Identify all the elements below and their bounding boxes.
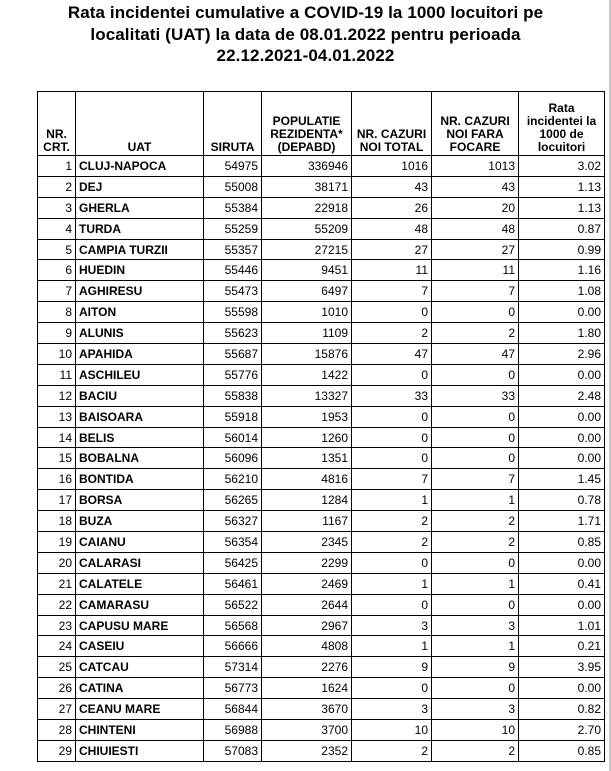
cell-siruta: 55918: [204, 406, 262, 427]
cell-cazuri-fara-focare: 47: [432, 344, 519, 365]
cell-nr-crt: 2: [38, 176, 76, 197]
cell-nr-crt: 12: [38, 385, 76, 406]
table-row: [38, 385, 605, 406]
cell-rata: 1.01: [519, 615, 605, 636]
table-row: [38, 364, 605, 385]
header-cazuri-fara-focare: NR. CAZURI NOI FARA FOCARE: [432, 92, 519, 156]
cell-populatie: 4808: [262, 636, 352, 657]
title-line-3: 22.12.2021-04.01.2022: [216, 46, 395, 65]
cell-rata: 0.00: [519, 594, 605, 615]
cell-cazuri-fara-focare: 48: [432, 218, 519, 239]
header-populatie: POPULATIE REZIDENTA* (DEPABD): [262, 92, 352, 156]
cell-uat: CASEIU: [76, 636, 204, 657]
cell-cazuri-fara-focare: 1013: [432, 156, 519, 177]
cell-cazuri-fara-focare: 0: [432, 552, 519, 573]
cell-cazuri-fara-focare: 3: [432, 615, 519, 636]
cell-cazuri-total: 0: [352, 594, 432, 615]
cell-cazuri-fara-focare: 43: [432, 176, 519, 197]
cell-populatie: 15876: [262, 344, 352, 365]
cell-uat: ALUNIS: [76, 323, 204, 344]
cell-cazuri-fara-focare: 33: [432, 385, 519, 406]
cell-cazuri-total: 7: [352, 281, 432, 302]
incidence-table: [37, 91, 605, 762]
cell-rata: 2.48: [519, 385, 605, 406]
cell-populatie: 2352: [262, 740, 352, 761]
cell-cazuri-total: 2: [352, 511, 432, 532]
cell-cazuri-total: 0: [352, 552, 432, 573]
cell-populatie: 3670: [262, 699, 352, 720]
cell-populatie: 1109: [262, 323, 352, 344]
cell-populatie: 4816: [262, 469, 352, 490]
cell-rata: 0.00: [519, 448, 605, 469]
cell-rata: 1.13: [519, 176, 605, 197]
cell-uat: CHINTENI: [76, 720, 204, 741]
cell-nr-crt: 10: [38, 344, 76, 365]
cell-nr-crt: 20: [38, 552, 76, 573]
cell-siruta: 56327: [204, 511, 262, 532]
cell-rata: 3.95: [519, 657, 605, 678]
cell-uat: AITON: [76, 302, 204, 323]
cell-cazuri-fara-focare: 20: [432, 197, 519, 218]
cell-uat: BAISOARA: [76, 406, 204, 427]
table-row: [38, 344, 605, 365]
cell-uat: BONTIDA: [76, 469, 204, 490]
cell-cazuri-fara-focare: 9: [432, 657, 519, 678]
table-row: [38, 218, 605, 239]
cell-siruta: 56096: [204, 448, 262, 469]
cell-rata: 0.82: [519, 699, 605, 720]
cell-siruta: 54975: [204, 156, 262, 177]
cell-rata: 0.00: [519, 427, 605, 448]
cell-uat: CALATELE: [76, 573, 204, 594]
table-row: [38, 511, 605, 532]
cell-uat: GHERLA: [76, 197, 204, 218]
cell-populatie: 2469: [262, 573, 352, 594]
cell-rata: 3.02: [519, 156, 605, 177]
cell-cazuri-fara-focare: 2: [432, 511, 519, 532]
cell-cazuri-fara-focare: 0: [432, 302, 519, 323]
table-row: [38, 281, 605, 302]
cell-nr-crt: 6: [38, 260, 76, 281]
cell-siruta: 57083: [204, 740, 262, 761]
cell-cazuri-total: 9: [352, 657, 432, 678]
cell-populatie: 336946: [262, 156, 352, 177]
cell-nr-crt: 19: [38, 532, 76, 553]
table-row: [38, 490, 605, 511]
cell-cazuri-fara-focare: 1: [432, 490, 519, 511]
cell-cazuri-total: 27: [352, 239, 432, 260]
cell-populatie: 1351: [262, 448, 352, 469]
cell-uat: DEJ: [76, 176, 204, 197]
cell-cazuri-total: 7: [352, 469, 432, 490]
cell-nr-crt: 23: [38, 615, 76, 636]
cell-uat: CEANU MARE: [76, 699, 204, 720]
cell-rata: 1.16: [519, 260, 605, 281]
cell-uat: CHIUIESTI: [76, 740, 204, 761]
cell-cazuri-total: 48: [352, 218, 432, 239]
table-row: [38, 532, 605, 553]
cell-cazuri-fara-focare: 0: [432, 594, 519, 615]
cell-rata: 0.41: [519, 573, 605, 594]
cell-nr-crt: 7: [38, 281, 76, 302]
cell-cazuri-fara-focare: 0: [432, 364, 519, 385]
table-row: [38, 615, 605, 636]
cell-nr-crt: 26: [38, 678, 76, 699]
cell-siruta: 55008: [204, 176, 262, 197]
cell-nr-crt: 22: [38, 594, 76, 615]
cell-rata: 0.00: [519, 552, 605, 573]
cell-cazuri-total: 0: [352, 302, 432, 323]
table-row: [38, 552, 605, 573]
cell-cazuri-fara-focare: 0: [432, 427, 519, 448]
cell-cazuri-total: 2: [352, 532, 432, 553]
cell-cazuri-fara-focare: 11: [432, 260, 519, 281]
cell-populatie: 1010: [262, 302, 352, 323]
cell-populatie: 38171: [262, 176, 352, 197]
cell-cazuri-fara-focare: 27: [432, 239, 519, 260]
cell-uat: CAMARASU: [76, 594, 204, 615]
cell-cazuri-fara-focare: 3: [432, 699, 519, 720]
cell-nr-crt: 9: [38, 323, 76, 344]
cell-nr-crt: 18: [38, 511, 76, 532]
table-row: [38, 176, 605, 197]
cell-uat: CAPUSU MARE: [76, 615, 204, 636]
cell-rata: 0.87: [519, 218, 605, 239]
cell-cazuri-total: 43: [352, 176, 432, 197]
cell-uat: HUEDIN: [76, 260, 204, 281]
cell-cazuri-total: 11: [352, 260, 432, 281]
cell-siruta: 56014: [204, 427, 262, 448]
cell-rata: 0.00: [519, 302, 605, 323]
cell-siruta: 55384: [204, 197, 262, 218]
cell-rata: 0.78: [519, 490, 605, 511]
table-row: [38, 699, 605, 720]
header-rata: Rata incidentei la 1000 de locuitori: [519, 92, 605, 156]
cell-cazuri-fara-focare: 0: [432, 678, 519, 699]
table-row: [38, 573, 605, 594]
table-row: [38, 678, 605, 699]
cell-siruta: 55446: [204, 260, 262, 281]
cell-populatie: 1167: [262, 511, 352, 532]
cell-siruta: 56988: [204, 720, 262, 741]
cell-siruta: 56844: [204, 699, 262, 720]
cell-uat: AGHIRESU: [76, 281, 204, 302]
cell-cazuri-fara-focare: 1: [432, 636, 519, 657]
cell-uat: CAIANU: [76, 532, 204, 553]
document-title: [0, 2, 611, 67]
cell-nr-crt: 8: [38, 302, 76, 323]
cell-nr-crt: 24: [38, 636, 76, 657]
cell-populatie: 1260: [262, 427, 352, 448]
cell-populatie: 2644: [262, 594, 352, 615]
cell-cazuri-total: 1: [352, 573, 432, 594]
cell-uat: TURDA: [76, 218, 204, 239]
header-nr-crt: NR. CRT.: [38, 92, 76, 156]
cell-rata: 0.85: [519, 532, 605, 553]
cell-siruta: 56265: [204, 490, 262, 511]
cell-siruta: 56522: [204, 594, 262, 615]
cell-nr-crt: 4: [38, 218, 76, 239]
cell-cazuri-fara-focare: 2: [432, 532, 519, 553]
table-body: [38, 156, 605, 762]
table-row: [38, 197, 605, 218]
cell-cazuri-total: 3: [352, 699, 432, 720]
cell-cazuri-fara-focare: 2: [432, 323, 519, 344]
cell-rata: 0.00: [519, 678, 605, 699]
cell-nr-crt: 13: [38, 406, 76, 427]
cell-cazuri-total: 0: [352, 406, 432, 427]
cell-cazuri-fara-focare: 10: [432, 720, 519, 741]
table-row: [38, 323, 605, 344]
cell-populatie: 2967: [262, 615, 352, 636]
cell-uat: ASCHILEU: [76, 364, 204, 385]
cell-nr-crt: 17: [38, 490, 76, 511]
cell-cazuri-fara-focare: 7: [432, 281, 519, 302]
header-siruta: SIRUTA: [204, 92, 262, 156]
cell-nr-crt: 16: [38, 469, 76, 490]
cell-cazuri-total: 1: [352, 490, 432, 511]
cell-siruta: 56354: [204, 532, 262, 553]
cell-nr-crt: 21: [38, 573, 76, 594]
cell-populatie: 6497: [262, 281, 352, 302]
cell-rata: 1.45: [519, 469, 605, 490]
cell-siruta: 55473: [204, 281, 262, 302]
cell-siruta: 56666: [204, 636, 262, 657]
cell-cazuri-fara-focare: 0: [432, 406, 519, 427]
cell-cazuri-total: 0: [352, 448, 432, 469]
cell-siruta: 55259: [204, 218, 262, 239]
cell-nr-crt: 3: [38, 197, 76, 218]
cell-nr-crt: 29: [38, 740, 76, 761]
cell-uat: BUZA: [76, 511, 204, 532]
cell-uat: CATINA: [76, 678, 204, 699]
table-row: [38, 740, 605, 761]
cell-uat: APAHIDA: [76, 344, 204, 365]
header-row: [38, 92, 605, 156]
cell-cazuri-total: 47: [352, 344, 432, 365]
cell-cazuri-total: 0: [352, 678, 432, 699]
cell-rata: 2.70: [519, 720, 605, 741]
cell-populatie: 1284: [262, 490, 352, 511]
cell-cazuri-fara-focare: 7: [432, 469, 519, 490]
cell-siruta: 55838: [204, 385, 262, 406]
cell-uat: BORSA: [76, 490, 204, 511]
cell-cazuri-total: 1016: [352, 156, 432, 177]
header-cazuri-total: NR. CAZURI NOI TOTAL: [352, 92, 432, 156]
cell-siruta: 56210: [204, 469, 262, 490]
cell-cazuri-fara-focare: 0: [432, 448, 519, 469]
cell-siruta: 57314: [204, 657, 262, 678]
cell-rata: 1.71: [519, 511, 605, 532]
table-row: [38, 302, 605, 323]
cell-nr-crt: 28: [38, 720, 76, 741]
cell-cazuri-fara-focare: 1: [432, 573, 519, 594]
table-row: [38, 427, 605, 448]
cell-nr-crt: 27: [38, 699, 76, 720]
cell-siruta: 56773: [204, 678, 262, 699]
table-row: [38, 469, 605, 490]
table-row: [38, 720, 605, 741]
header-uat: UAT: [76, 92, 204, 156]
table-row: [38, 594, 605, 615]
table-row: [38, 636, 605, 657]
cell-populatie: 2276: [262, 657, 352, 678]
cell-populatie: 2299: [262, 552, 352, 573]
table-header: [38, 92, 605, 156]
cell-cazuri-total: 3: [352, 615, 432, 636]
cell-siruta: 56568: [204, 615, 262, 636]
cell-populatie: 2345: [262, 532, 352, 553]
table-row: [38, 448, 605, 469]
cell-uat: CLUJ-NAPOCA: [76, 156, 204, 177]
cell-siruta: 56425: [204, 552, 262, 573]
cell-uat: CATCAU: [76, 657, 204, 678]
cell-populatie: 13327: [262, 385, 352, 406]
cell-populatie: 9451: [262, 260, 352, 281]
cell-rata: 1.13: [519, 197, 605, 218]
table-row: [38, 260, 605, 281]
cell-uat: BOBALNA: [76, 448, 204, 469]
cell-rata: 1.80: [519, 323, 605, 344]
cell-populatie: 3700: [262, 720, 352, 741]
cell-rata: 0.99: [519, 239, 605, 260]
cell-cazuri-total: 33: [352, 385, 432, 406]
table-row: [38, 406, 605, 427]
cell-populatie: 1953: [262, 406, 352, 427]
cell-nr-crt: 1: [38, 156, 76, 177]
cell-uat: CAMPIA TURZII: [76, 239, 204, 260]
table-row: [38, 156, 605, 177]
cell-uat: CALARASI: [76, 552, 204, 573]
cell-siruta: 55357: [204, 239, 262, 260]
cell-populatie: 22918: [262, 197, 352, 218]
cell-nr-crt: 5: [38, 239, 76, 260]
cell-rata: 0.85: [519, 740, 605, 761]
cell-siruta: 56461: [204, 573, 262, 594]
cell-cazuri-total: 10: [352, 720, 432, 741]
cell-rata: 0.00: [519, 364, 605, 385]
cell-cazuri-total: 2: [352, 323, 432, 344]
cell-siruta: 55598: [204, 302, 262, 323]
cell-cazuri-total: 0: [352, 427, 432, 448]
cell-cazuri-total: 2: [352, 740, 432, 761]
cell-siruta: 55776: [204, 364, 262, 385]
cell-populatie: 55209: [262, 218, 352, 239]
cell-populatie: 27215: [262, 239, 352, 260]
table-row: [38, 657, 605, 678]
table-row: [38, 239, 605, 260]
title-line-1: Rata incidentei cumulative a COVID-19 la 1000 locuitori pe: [67, 3, 544, 22]
cell-nr-crt: 14: [38, 427, 76, 448]
cell-rata: 2.96: [519, 344, 605, 365]
cell-rata: 0.00: [519, 406, 605, 427]
cell-cazuri-total: 26: [352, 197, 432, 218]
cell-populatie: 1624: [262, 678, 352, 699]
cell-nr-crt: 25: [38, 657, 76, 678]
cell-siruta: 55687: [204, 344, 262, 365]
cell-cazuri-total: 0: [352, 364, 432, 385]
cell-nr-crt: 11: [38, 364, 76, 385]
cell-cazuri-total: 1: [352, 636, 432, 657]
cell-uat: BELIS: [76, 427, 204, 448]
cell-uat: BACIU: [76, 385, 204, 406]
cell-populatie: 1422: [262, 364, 352, 385]
title-line-2: localitati (UAT) la data de 08.01.2022 pentru perioada: [90, 24, 521, 44]
cell-siruta: 55623: [204, 323, 262, 344]
cell-rata: 0.21: [519, 636, 605, 657]
cell-rata: 1.08: [519, 281, 605, 302]
cell-cazuri-fara-focare: 2: [432, 740, 519, 761]
cell-nr-crt: 15: [38, 448, 76, 469]
